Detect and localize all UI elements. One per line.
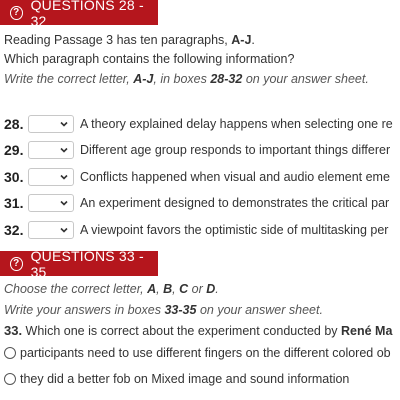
chevron-down-icon (60, 146, 68, 154)
question-text: Different age group responds to important things differer (80, 143, 391, 157)
question-row-31 (4, 192, 389, 214)
instruction-line-5: Write your answers in boxes 33-35 on your answer sheet. (4, 303, 323, 317)
question-number: 28. (4, 116, 24, 132)
answer-select-32[interactable] (28, 221, 74, 239)
question-text: An experiment designed to demonstrates the critical par (80, 196, 390, 210)
chevron-down-icon (60, 120, 68, 128)
question-circle-icon: ? (10, 257, 23, 271)
chevron-down-icon (60, 226, 68, 234)
question-number: 33. (4, 323, 23, 338)
question-number: 31. (4, 195, 24, 211)
questions-33-35-banner (0, 247, 158, 280)
instruction-line-2: Which paragraph contains the following information? (4, 52, 295, 66)
questions-28-32-banner (0, 0, 158, 29)
answer-select-30[interactable] (28, 168, 74, 186)
option-a[interactable] (4, 346, 391, 360)
option-label: participants need to use different fingers on the different colored ob (20, 346, 391, 360)
question-row-32 (4, 219, 388, 241)
chevron-down-icon (60, 199, 68, 207)
radio-button[interactable] (4, 373, 16, 385)
question-circle-icon: ? (10, 6, 23, 20)
question-text: Which one is correct about the experiment conducted by (22, 324, 341, 338)
question-row-28 (4, 113, 393, 135)
banner-title: QUESTIONS 28 - 32 (30, 0, 144, 29)
instruction-line-1: Reading Passage 3 has ten paragraphs, A-J. (4, 33, 255, 47)
question-row-30 (4, 166, 390, 188)
question-number: 32. (4, 222, 24, 238)
banner-title: QUESTIONS 33 - 35 (30, 247, 144, 280)
question-text: Conflicts happened when visual and audio element eme (80, 170, 390, 184)
answer-select-29[interactable] (28, 141, 74, 159)
question-text: A viewpoint favors the optimistic side of multitasking per (80, 223, 389, 237)
chevron-down-icon (60, 173, 68, 181)
option-b[interactable] (4, 372, 349, 386)
answer-select-28[interactable] (28, 115, 74, 133)
question-bold-text: René Ma (341, 324, 393, 338)
instruction-line-4: Choose the correct letter, A, B, C or D. (4, 282, 219, 296)
answer-select-31[interactable] (28, 194, 74, 212)
question-number: 29. (4, 142, 24, 158)
question-row-29 (4, 139, 390, 161)
question-33 (4, 323, 392, 338)
option-label: they did a better fob on Mixed image and sound information (20, 372, 350, 386)
instruction-line-3: Write the correct letter, A-J, in boxes 28-32 on your answer sheet. (4, 72, 369, 86)
question-number: 30. (4, 169, 24, 185)
radio-button[interactable] (4, 347, 16, 359)
question-text: A theory explained delay happens when selecting one re (80, 117, 393, 131)
